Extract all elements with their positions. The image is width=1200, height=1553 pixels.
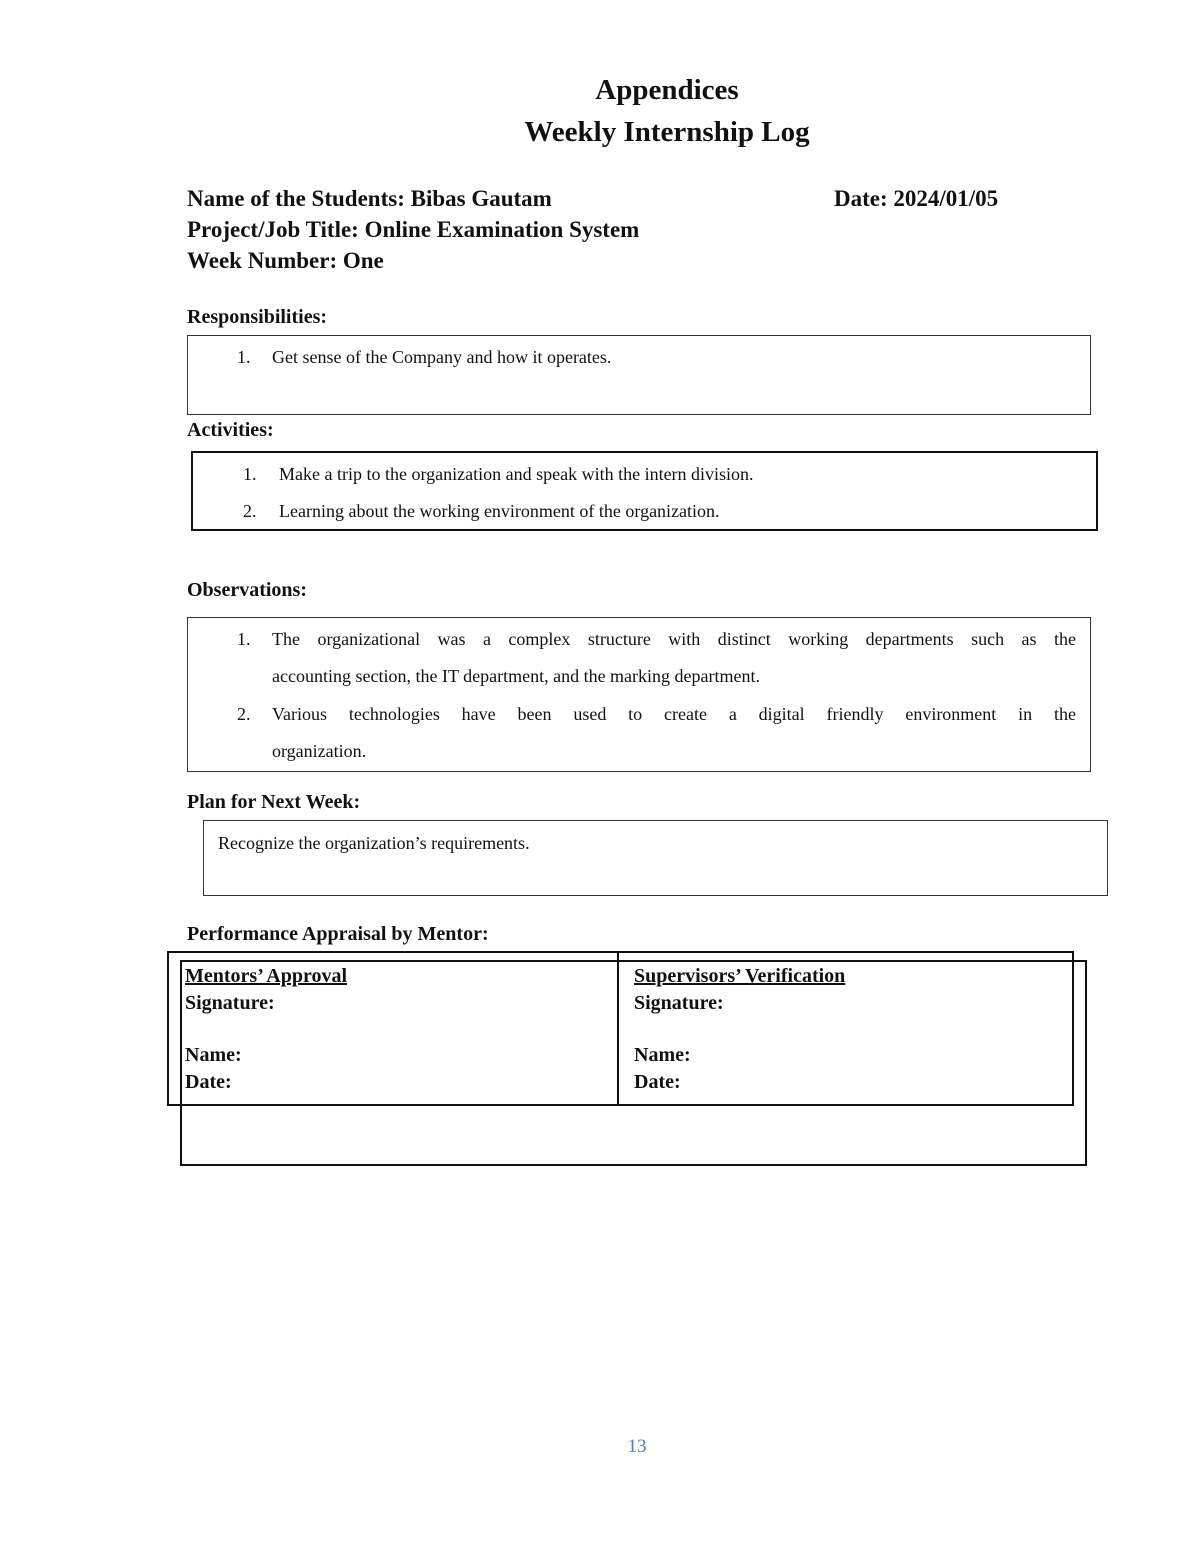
list-item: Get sense of the Company and how it operates. (272, 347, 612, 367)
student-line (187, 187, 552, 210)
observations-label: Observations: (187, 579, 307, 601)
student-name: Bibas Gautam (410, 186, 552, 211)
plan-label: Plan for Next Week: (187, 791, 361, 813)
date-label: Date: (834, 186, 888, 211)
appraisal-label: Performance Appraisal by Mentor: (187, 923, 489, 945)
list-item: The organizational was a complex structure with distinct working departments such as the (272, 629, 1076, 649)
mentor-approval-heading: Mentors’ Approval (185, 965, 348, 987)
week-value: One (342, 248, 384, 273)
supervisor-date-label: Date: (634, 1071, 681, 1093)
page-title: Appendices (595, 74, 739, 106)
plan-text: Recognize the organization’s requirements. (218, 833, 530, 853)
activities-label: Activities: (187, 419, 274, 441)
plan-box (203, 820, 1108, 896)
list-item: Various technologies have been used to create a digital friendly environment in the (272, 704, 1076, 724)
list-item-number: 2. (237, 704, 251, 724)
list-item: Make a trip to the organization and speak with the intern division. (279, 464, 754, 484)
project-label: Project/Job Title: (187, 217, 359, 242)
list-item-continuation: organization. (272, 741, 367, 761)
page-number: 13 (627, 1436, 647, 1457)
supervisor-verification-heading: Supervisors’ Verification (634, 965, 846, 987)
date-value: 2024/01/05 (893, 186, 999, 211)
supervisor-name-label: Name: (634, 1044, 691, 1066)
supervisor-signature-label: Signature: (634, 992, 724, 1014)
responsibilities-box (187, 335, 1091, 415)
page-subtitle: Weekly Internship Log (524, 116, 810, 148)
responsibilities-label: Responsibilities: (187, 306, 328, 328)
project-line (187, 218, 639, 241)
project-value: Online Examination System (364, 217, 640, 242)
appraisal-column-divider (617, 951, 619, 1106)
list-item-number: 1. (237, 347, 251, 367)
week-label: Week Number: (187, 248, 338, 273)
list-item-number: 1. (237, 629, 251, 649)
mentor-name-label: Name: (185, 1044, 242, 1066)
week-line (187, 249, 384, 272)
list-item-continuation: accounting section, the IT department, and the marking department. (272, 666, 761, 686)
activities-box (191, 451, 1098, 531)
student-label: Name of the Students: (187, 186, 405, 211)
list-item-number: 2. (243, 501, 257, 521)
list-item-number: 1. (243, 464, 257, 484)
observations-box (187, 617, 1091, 772)
mentor-date-label: Date: (185, 1071, 232, 1093)
date-line (834, 187, 998, 210)
mentor-signature-label: Signature: (185, 992, 275, 1014)
list-item: Learning about the working environment of the organization. (279, 501, 720, 521)
